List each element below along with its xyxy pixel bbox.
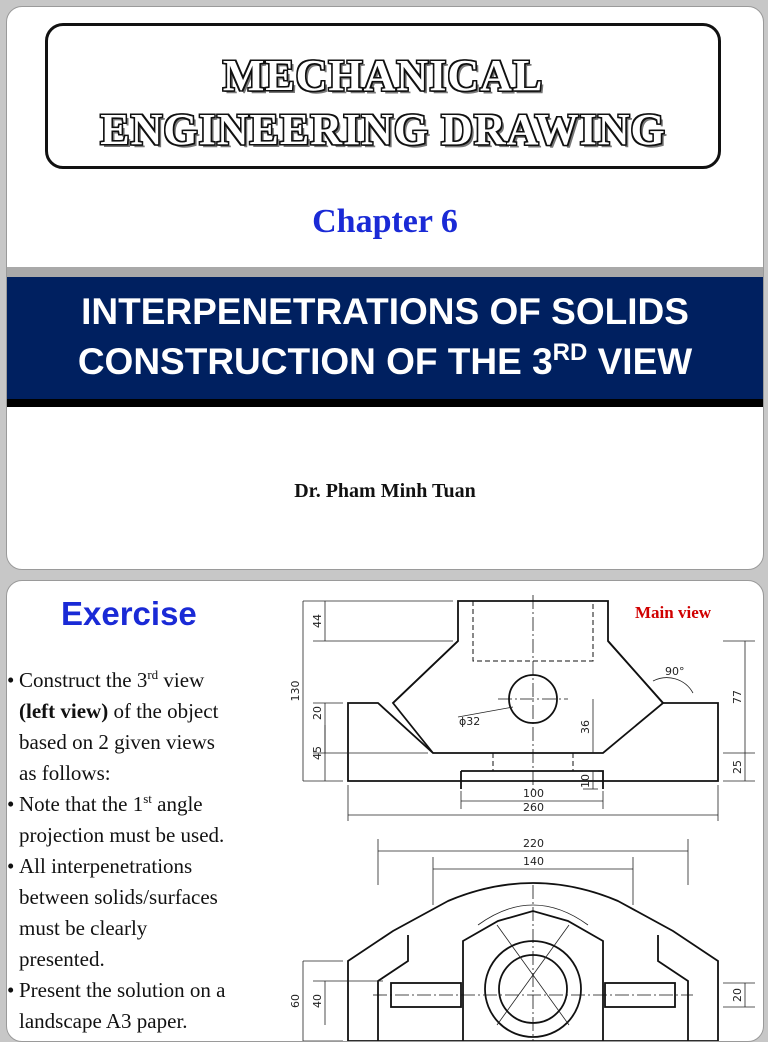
- title-slide: [6, 6, 764, 570]
- technical-drawing: [283, 585, 761, 1041]
- dim-36: 36: [579, 720, 592, 734]
- dim-45: 45: [311, 746, 324, 760]
- body-outline: [393, 601, 663, 753]
- bullet-line: must be clearly: [19, 916, 148, 940]
- exercise-bullets: [7, 665, 279, 1037]
- topic-banner: [7, 277, 763, 407]
- dim-20: 20: [311, 706, 324, 720]
- bullet-line: • Note that the 1st angle: [7, 789, 279, 820]
- bullet-dot: •: [7, 668, 15, 692]
- banner-line-1: INTERPENETRATIONS OF SOLIDS: [81, 291, 689, 332]
- main-view-label: Main view: [635, 603, 712, 622]
- title-line-1: MECHANICAL: [222, 51, 544, 100]
- dim-220: 220: [523, 837, 544, 850]
- dim-25: 25: [731, 760, 744, 774]
- exercise-heading: Exercise: [61, 595, 197, 632]
- dim-90: 90°: [665, 665, 685, 678]
- dim-32: ϕ32: [459, 715, 481, 728]
- dim-20b: 20: [731, 988, 744, 1002]
- bullet-line: as follows:: [19, 761, 111, 785]
- author-name: Dr. Pham Minh Tuan: [294, 480, 476, 502]
- dim-140: 140: [523, 855, 544, 868]
- dim-60: 60: [289, 994, 302, 1008]
- bullet-line: (left view) of the object: [19, 699, 219, 723]
- bullet-dot: •: [7, 978, 15, 1002]
- bullet-line: presented.: [19, 947, 105, 971]
- divider-bar: [7, 267, 763, 277]
- banner-line-2: CONSTRUCTION OF THE 3RD VIEW: [77, 339, 693, 382]
- dim-77: 77: [731, 690, 744, 704]
- title-frame: [45, 23, 721, 169]
- dim-10: 10: [579, 774, 592, 788]
- bullet-line: • All interpenetrations: [7, 851, 279, 882]
- bullet-line: based on 2 given views: [19, 730, 215, 754]
- dim-130: 130: [289, 680, 302, 702]
- chapter-label: Chapter 6: [312, 203, 458, 240]
- bullet-line: between solids/surfaces: [19, 885, 218, 909]
- bullet-dot: •: [7, 792, 15, 816]
- bullet-dot: •: [7, 854, 15, 878]
- exercise-slide: [6, 580, 764, 1042]
- bullet-line: • Present the solution on a: [7, 975, 279, 1006]
- bullet-line: • Construct the 3rd view: [7, 665, 279, 696]
- dim-44: 44: [311, 614, 324, 628]
- bullet-line: projection must be used.: [19, 823, 225, 847]
- dim-40: 40: [311, 994, 324, 1008]
- title-line-2: ENGINEERING DRAWING: [100, 105, 666, 154]
- dim-100: 100: [523, 787, 544, 800]
- dim-260: 260: [523, 801, 544, 814]
- bullet-line: landscape A3 paper.: [19, 1009, 188, 1033]
